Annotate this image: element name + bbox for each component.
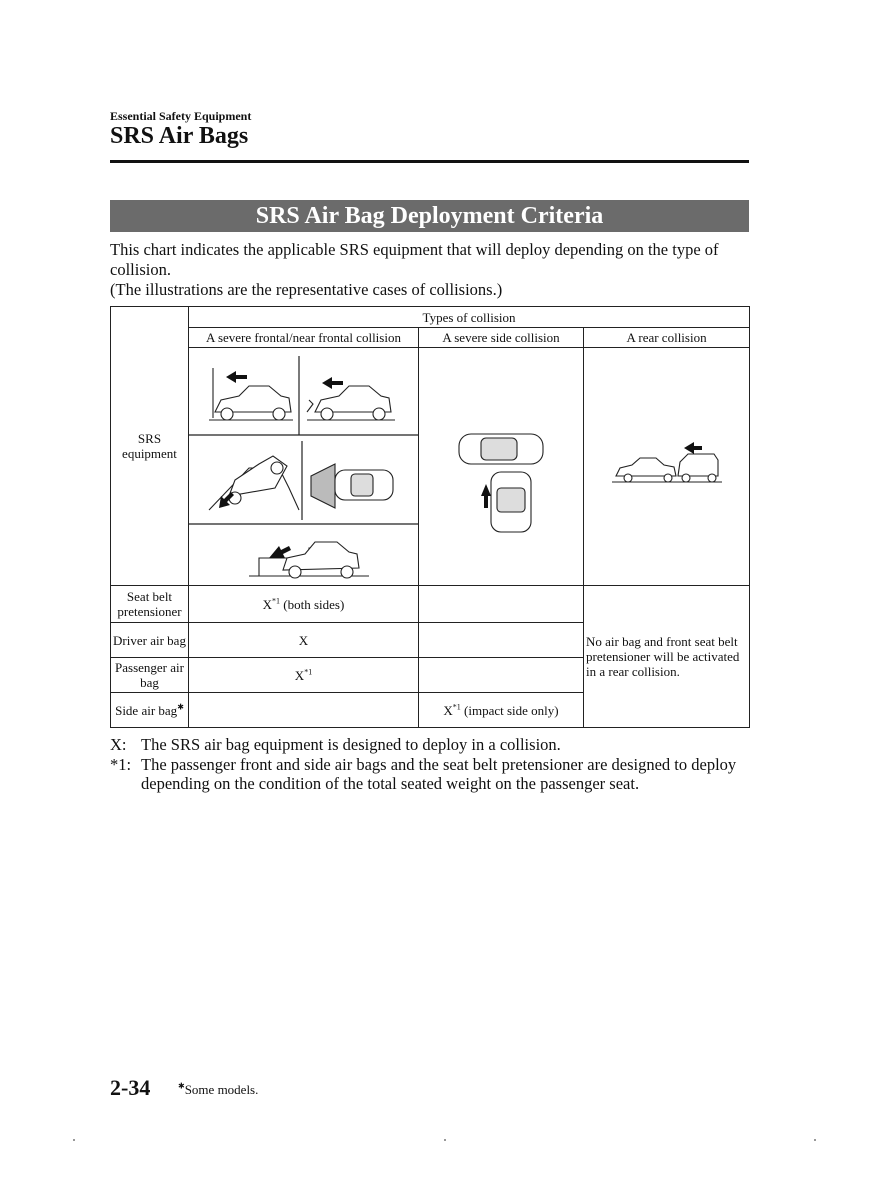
passenger-air-bag-frontal-value: $X^{*1}$: [189, 658, 419, 693]
page-title: SRS Air Bags: [110, 123, 249, 149]
row-label-driver-air-bag: Driver air bag: [111, 623, 189, 658]
deployment-criteria-table: [110, 306, 750, 728]
footnotes: [110, 735, 755, 794]
rear-collision-header: A rear collision: [584, 328, 750, 348]
arrow-left-icon: [322, 377, 343, 389]
print-mark: [814, 1139, 816, 1141]
srs-equipment-header: SRS equipment: [111, 307, 189, 586]
frontal-collision-header: A severe frontal/near frontal collision: [189, 328, 419, 348]
arrow-up-icon: [481, 484, 491, 508]
row-label-seat-belt: Seat belt pretensioner: [111, 586, 189, 623]
driver-air-bag-side-value: [419, 623, 584, 658]
arrow-left-icon: [226, 371, 247, 383]
intro-line-2: (The illustrations are the representative cases of collisions.): [110, 280, 503, 299]
footnote-x: X: The SRS air bag equipment is designed to deploy in a collision.: [110, 735, 561, 754]
some-models-note: ✱Some models.: [178, 1081, 259, 1097]
underride-car-icon: [249, 542, 369, 578]
page-number: 2-34: [110, 1075, 151, 1100]
seat-belt-frontal-value: $X^{*1}$ (both sides): [189, 586, 419, 623]
arrow-left-icon: [684, 442, 702, 454]
arrow-down-left-icon: [269, 546, 291, 558]
rear-illustration-cell: [584, 348, 750, 586]
angled-frontal-car-icon: [311, 464, 393, 508]
frontal-illustrations-cell: [189, 348, 419, 586]
offset-frontal-car-icon: [307, 386, 395, 420]
passenger-air-bag-side-value: [419, 658, 584, 693]
row-label-side-air-bag: Side air bag✱: [111, 693, 189, 728]
rear-collision-illustration: [584, 348, 750, 585]
print-mark: [73, 1139, 75, 1141]
side-air-bag-side-value: $X^{*1}$ (impact side only): [419, 693, 584, 728]
row-label-passenger-air-bag: Passenger air bag: [111, 658, 189, 693]
title-rule: [110, 160, 749, 163]
side-collision-illustration: [419, 348, 584, 585]
footnote-1: *1: The passenger front and side air bags and the seat belt pretensioner are designed to deploy depending on the condition of the total seated weight on the passenger seat.: [110, 754, 737, 793]
types-of-collision-header: Types of collision: [189, 307, 750, 328]
front-car-icon: [616, 458, 676, 476]
some-models-mark: ✱: [177, 702, 184, 712]
rear-car-icon: [678, 454, 718, 476]
frontal-collision-illustration: [189, 348, 419, 585]
print-mark: [444, 1139, 446, 1141]
side-air-bag-frontal-value: [189, 693, 419, 728]
section-label: Essential Safety Equipment: [110, 109, 252, 123]
frontal-barrier-car-icon: [209, 368, 293, 420]
intro-text: [110, 240, 755, 300]
side-illustration-cell: [419, 348, 584, 586]
intro-line-1: This chart indicates the applicable SRS equipment that will deploy depending on the type of collision.: [110, 240, 719, 279]
seat-belt-side-value: [419, 586, 584, 623]
side-collision-header: A severe side collision: [419, 328, 584, 348]
section-banner: SRS Air Bag Deployment Criteria: [110, 200, 749, 232]
driver-air-bag-frontal-value: X: [189, 623, 419, 658]
rear-collision-note: No air bag and front seat belt pretensioner will be activated in a rear collision.: [584, 586, 750, 728]
